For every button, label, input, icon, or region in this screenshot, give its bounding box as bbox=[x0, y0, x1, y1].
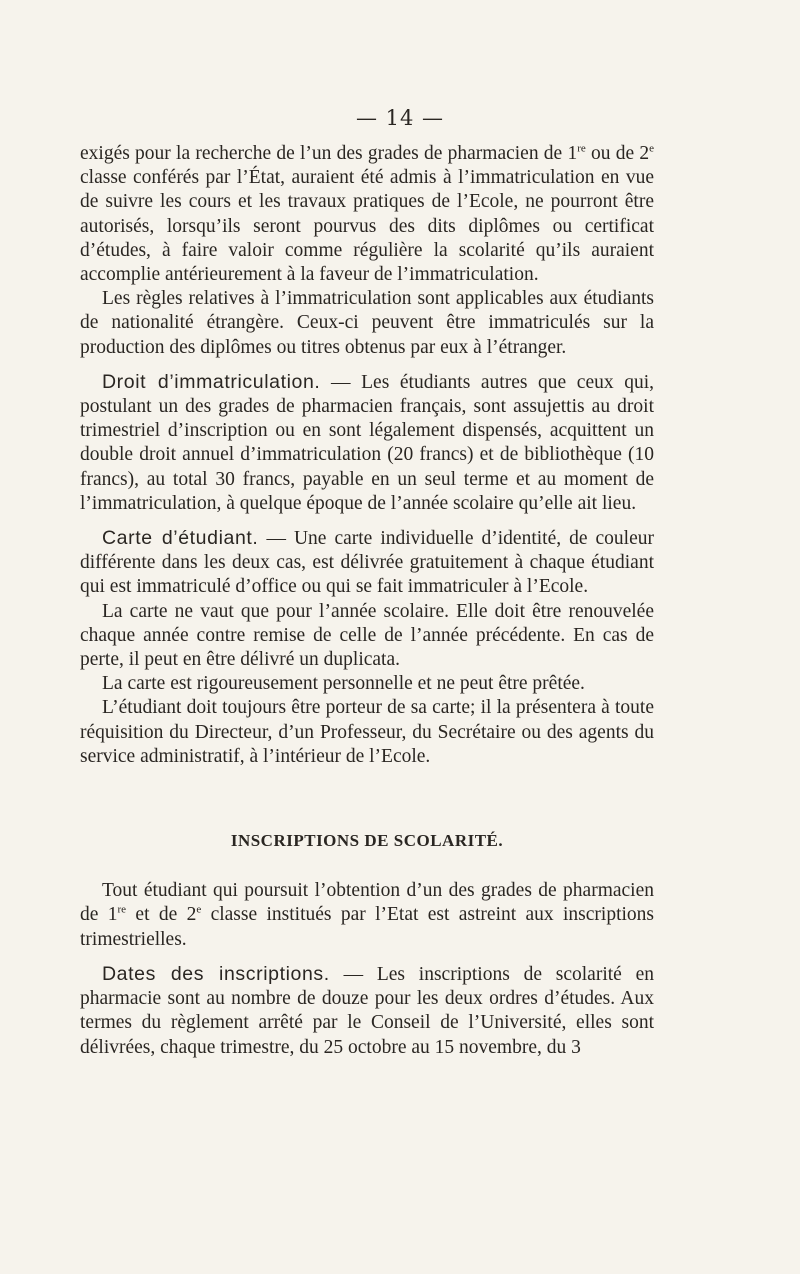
text-run: — Les étudiants autres que ceux qui, postulant un des grades de pharmacien français, sont assujettis au droit trimestriel d’inscription ou en sont légalement dispensés, acquittent un double droit annuel d’immatriculation (20 francs) et de bibliothèque (10 francs), au total 30 francs, payable en un seul terme et au moment de l’immatriculation, à quelque époque de l’année scolaire qu’elle ait lieu. bbox=[80, 371, 654, 514]
text-run: ou de 2 bbox=[585, 143, 650, 164]
paragraph-inscriptions bbox=[80, 879, 654, 952]
text-run: Tout étudiant qui poursuit l’obtention d’un des grades de pharmacien de 1 bbox=[80, 880, 654, 926]
body-text bbox=[80, 142, 654, 1060]
text-run: exigés pour la recherche de l’un des grades de pharmacien de bbox=[80, 143, 563, 164]
paragraph-carte-validity: La carte ne vaut que pour l’année scolaire. Elle doit être renouvelée chaque année contre remise de celle de l’année précédente. En cas de perte, il peut en être délivré un duplicata. bbox=[80, 600, 654, 671]
paragraph-droit-immatriculation bbox=[80, 370, 654, 516]
section-title: INSCRIPTIONS DE SCOLARITÉ. bbox=[230, 831, 504, 851]
paragraph-carte-requisition: L’étudiant doit toujours être porteur de sa carte; il la présentera à toute réquisition du Directeur, d’un Professeur, du Secrétaire ou des agents du service administratif, à l’intérieur de l’Ecole. bbox=[80, 697, 654, 767]
paragraph-carte-personal: La carte est rigoureusement personnelle et ne peut être prêtée. bbox=[102, 673, 585, 695]
text-run: — Les inscriptions de scolarité en pharmacie sont au nombre de douze pour les deux ordres d’études. Aux termes du règlement arrêté par le Conseil de l’Université, elles sont délivrées, chaque trimestre, du 25 octobre au 15 novembre, du 3 bbox=[80, 963, 654, 1058]
paragraph-dates-inscriptions bbox=[80, 962, 654, 1060]
text-run: et de 2 bbox=[126, 904, 197, 926]
run-in-heading: Droit d’immatriculation. bbox=[102, 370, 321, 393]
text-run: — Une carte individuelle d’identité, de couleur différente dans les deux cas, est délivrée gratuitement à chaque étudiant qui est immatriculé d’office ou qui se fait immatriculer à l’Ecole. bbox=[80, 528, 654, 598]
superscript: e bbox=[196, 903, 202, 916]
run-in-heading: Dates des inscriptions. bbox=[102, 962, 330, 985]
paragraph-continuation bbox=[80, 142, 654, 287]
run-in-heading: Carte d’étudiant. bbox=[102, 527, 259, 550]
superscript: e bbox=[649, 142, 655, 155]
superscript: re bbox=[117, 903, 127, 916]
page-number: — 14 — bbox=[355, 106, 445, 130]
text-run: 1 bbox=[567, 143, 578, 164]
paragraph-foreign-students: Les règles relatives à l’immatriculation sont applicables aux étudiants de nationalité étrangère. Ceux-ci peuvent être immatriculés sur la production des diplômes ou titres obtenus par eux à l’étranger. bbox=[80, 288, 654, 358]
text-run: classe conférés par l’État, auraient été admis à l’immatriculation en vue de suivre les cours et les travaux pratiques de l’Ecole, ne pourront être autorisés, lorsqu’ils seront pourvus des dits diplômes ou certificat d’études, à faire valoir comme régulière la scolarité qu’ils auraient accomplie antérieurement à la faveur de l’immatriculation. bbox=[80, 167, 654, 286]
paragraph-carte-etudiant bbox=[80, 526, 654, 600]
text-run: classe institués par l’Etat est astreint aux inscriptions trimestrielles. bbox=[80, 904, 655, 950]
superscript: re bbox=[577, 142, 586, 155]
